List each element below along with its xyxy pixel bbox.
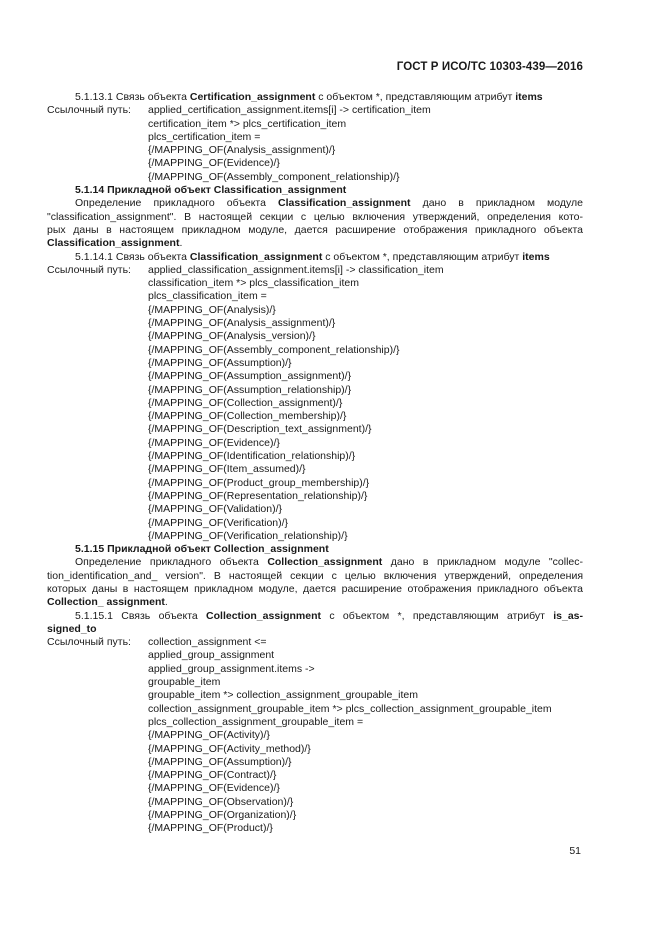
path-line: {/MAPPING_OF(Evidence)/} bbox=[148, 436, 280, 449]
reference-path-2 bbox=[47, 264, 583, 543]
path-line: applied_group_assignment bbox=[148, 649, 275, 662]
paragraph-line: рых даны в настоящем прикладном модуле, дается расширение отображения прикладного объекта bbox=[47, 223, 583, 236]
paragraph-line: Collection_ assignment. bbox=[47, 596, 168, 609]
section-heading-5-1-15-1: 5.1.15.1 Связь объекта Collection_assignment с объектом *, представляющим атрибут is_as- bbox=[75, 609, 584, 622]
path-line: certification_item *> plcs_certification_item bbox=[148, 117, 347, 130]
path-line: {/MAPPING_OF(Assumption_relationship)/} bbox=[148, 383, 352, 396]
reference-path-label: Ссылочный путь: bbox=[47, 104, 131, 117]
path-line: {/MAPPING_OF(Analysis_assignment)/} bbox=[148, 317, 336, 330]
subsection-title-5-1-15: 5.1.15 Прикладной объект Collection_assignment bbox=[75, 543, 329, 556]
paragraph-5-1-15 bbox=[47, 556, 583, 609]
reference-path-label: Ссылочный путь: bbox=[47, 636, 131, 649]
path-line: {/MAPPING_OF(Description_text_assignment)/} bbox=[148, 423, 372, 436]
attribute-name: items bbox=[515, 91, 543, 103]
path-line: groupable_item *> collection_assignment_groupable_item bbox=[148, 689, 418, 702]
path-line: {/MAPPING_OF(Product)/} bbox=[148, 822, 273, 835]
section-heading-continuation: signed_to bbox=[47, 622, 97, 635]
path-line: applied_group_assignment.items -> bbox=[148, 662, 315, 675]
paragraph-line: tion_identification_and_ version". В настоящей секции с целью включения утверждений, определения bbox=[47, 569, 583, 582]
path-line: {/MAPPING_OF(Organization)/} bbox=[148, 809, 297, 822]
path-line: {/MAPPING_OF(Item_assumed)/} bbox=[148, 463, 306, 476]
path-line: {/MAPPING_OF(Assumption)/} bbox=[148, 755, 292, 768]
page-number: 51 bbox=[569, 845, 581, 857]
reference-path-3 bbox=[47, 636, 583, 835]
path-line: Ссылочный путь: collection_assignment <= bbox=[47, 636, 267, 649]
paragraph-line: Определение прикладного объекта Classification_assignment дано в прикладном модуле bbox=[75, 197, 583, 210]
path-line: {/MAPPING_OF(Contract)/} bbox=[148, 769, 277, 782]
path-line: {/MAPPING_OF(Identification_relationship)/} bbox=[148, 450, 356, 463]
path-line: {/MAPPING_OF(Verification_relationship)/} bbox=[148, 529, 348, 542]
attribute-name: items bbox=[522, 250, 550, 263]
path-line: {/MAPPING_OF(Verification)/} bbox=[148, 516, 289, 529]
entity-name: Classification_assignment bbox=[189, 250, 323, 263]
path-line: plcs_certification_item = bbox=[148, 130, 261, 143]
path-line: {/MAPPING_OF(Analysis_assignment)/} bbox=[148, 144, 336, 157]
path-line: {/MAPPING_OF(Activity_method)/} bbox=[148, 742, 311, 755]
path-line: {/MAPPING_OF(Representation_relationship)/} bbox=[148, 489, 368, 502]
path-line: {/MAPPING_OF(Observation)/} bbox=[148, 795, 294, 808]
document-header: ГОСТ Р ИСО/ТС 10303-439—2016 bbox=[396, 61, 583, 73]
path-line: {/MAPPING_OF(Collection_assignment)/} bbox=[148, 396, 343, 409]
path-line: Ссылочный путь: applied_classification_assignment.items[i] -> classification_item bbox=[47, 263, 444, 276]
path-line: {/MAPPING_OF(Activity)/} bbox=[148, 729, 270, 742]
path-line: plcs_collection_assignment_groupable_item = bbox=[148, 715, 364, 728]
path-line: Ссылочный путь: applied_certification_assignment.items[i] -> certification_item bbox=[47, 104, 431, 117]
path-line: plcs_classification_item = bbox=[148, 290, 267, 303]
paragraph-5-1-14 bbox=[47, 197, 583, 250]
paragraph-line: которых даны в настоящем прикладном модуле, дается расширение отображения прикладного объекта bbox=[47, 582, 583, 595]
path-line: {/MAPPING_OF(Validation)/} bbox=[148, 503, 283, 516]
path-line: groupable_item bbox=[148, 676, 221, 689]
subsection-title-5-1-14: 5.1.14 Прикладной объект Classification_assignment bbox=[75, 184, 347, 197]
path-line: {/MAPPING_OF(Product_group_membership)/} bbox=[148, 476, 370, 489]
reference-path-1 bbox=[47, 104, 583, 184]
entity-name: Certification_assignment bbox=[189, 91, 316, 103]
path-line: classification_item *> plcs_classification_item bbox=[148, 277, 359, 290]
path-line: {/MAPPING_OF(Evidence)/} bbox=[148, 782, 280, 795]
path-line: {/MAPPING_OF(Analysis_version)/} bbox=[148, 330, 316, 343]
document-body bbox=[47, 91, 583, 836]
path-line: {/MAPPING_OF(Assumption_assignment)/} bbox=[148, 370, 352, 383]
path-line: {/MAPPING_OF(Collection_membership)/} bbox=[148, 410, 347, 423]
reference-path-label: Ссылочный путь: bbox=[47, 263, 131, 276]
path-line: {/MAPPING_OF(Analysis)/} bbox=[148, 303, 276, 316]
paragraph-line: Определение прикладного объекта Collection_assignment дано в прикладном модуле "collec- bbox=[75, 556, 583, 569]
paragraph-line: Classification_assignment. bbox=[47, 237, 183, 250]
section-heading-5-1-14-1: 5.1.14.1 Связь объекта Classification_assignment с объектом *, представляющим атрибут items bbox=[75, 250, 550, 263]
attribute-name: is_as- bbox=[553, 609, 584, 622]
path-line: {/MAPPING_OF(Assembly_component_relationship)/} bbox=[148, 343, 400, 356]
path-line: {/MAPPING_OF(Assembly_component_relationship)/} bbox=[148, 170, 400, 183]
entity-name: Collection_assignment bbox=[206, 609, 321, 622]
paragraph-line: "classification_assignment". В настоящей секции с целью включения утверждений, определения кото- bbox=[47, 210, 583, 223]
path-line: {/MAPPING_OF(Assumption)/} bbox=[148, 356, 292, 369]
path-line: {/MAPPING_OF(Evidence)/} bbox=[148, 157, 280, 170]
section-heading-5-1-13-1: 5.1.13.1 Связь объекта Certification_assignment с объектом *, представляющим атрибут items bbox=[75, 91, 543, 103]
path-line: collection_assignment_groupable_item *> plcs_collection_assignment_groupable_item bbox=[148, 702, 552, 715]
